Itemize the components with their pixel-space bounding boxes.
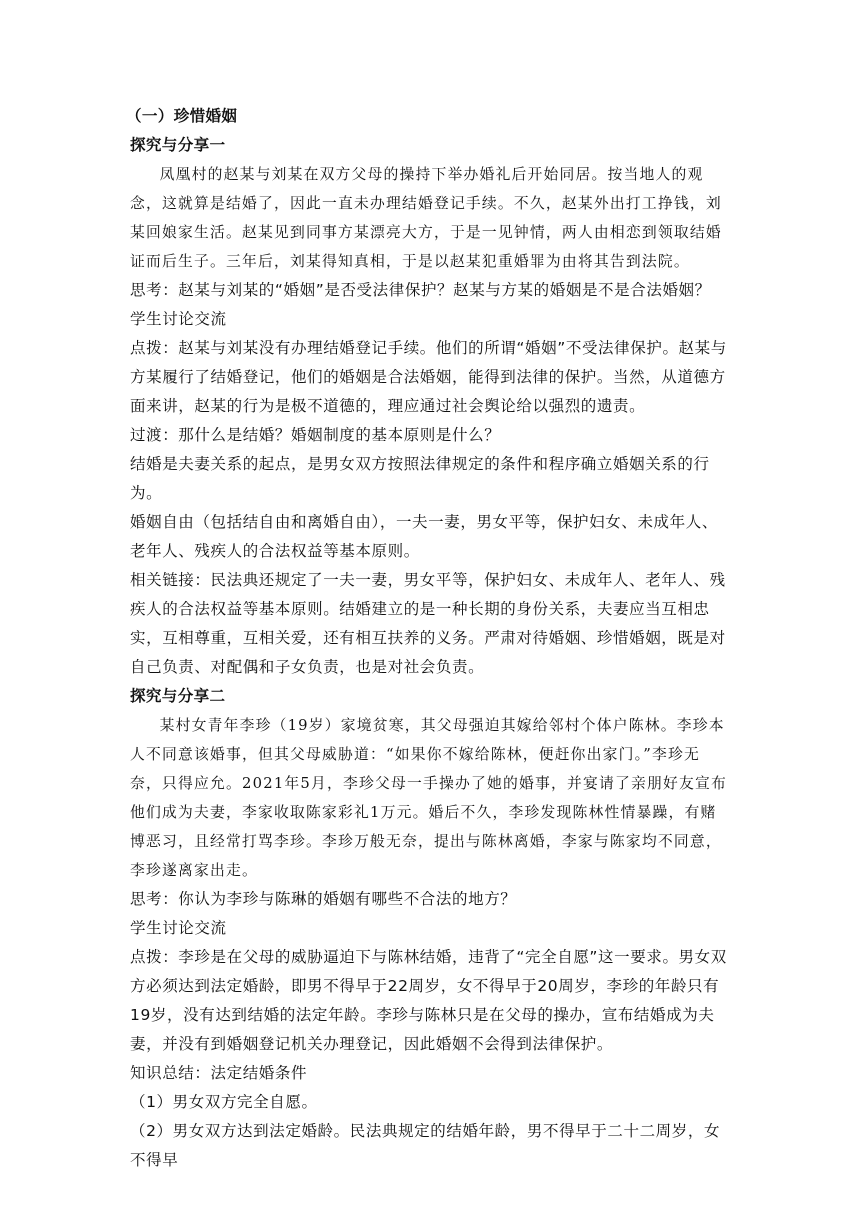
part1-guidance: 点拨：赵某与刘某没有办理结婚登记手续。他们的所谓“婚姻”不受法律保护。赵某与方某履行了结婚登记，他们的婚姻是合法婚姻，能得到法律的保护。当然，从道德方面来讲，赵某的行为是极不道德的，理应通过社会舆论给以强烈的遗责。 xyxy=(130,339,727,415)
part2-story: 某村女青年李珍（19岁）家境贫寒，其父母强迫其嫁给邻村个体户陈林。李珍本人不同意该婚事，但其父母威胁道：“如果你不嫁给陈林，便赶你出家门。”李珍无奈，只得应允。2021年5月，李珍父母一手操办了她的婚事，并宴请了亲朋好友宣布他们成为夫妻，李家收取陈家彩礼1万元。婚后不久，李珍发现陈林性情暴躁，有赌博恶习，且经常打骂李珍。李珍万般无奈，提出与陈林离婚，李家与陈家均不同意，李珍遂离家出走。 xyxy=(130,717,727,879)
part1-story: 凤凰村的赵某与刘某在双方父母的操持下举办婚礼后开始同居。按当地人的观念，这就算是结婚了，因此一直未办理结婚登记手续。不久，赵某外出打工挣钱，刘某回娘家生活。赵某见到同事方某漂亮大方，于是一见钟情，两人由相恋到领取结婚证而后生子。三年后，刘某得知真相，于是以赵某犯重婚罪为由将其告到法院。 xyxy=(130,166,722,270)
part1-question: 思考：赵某与刘某的“婚姻”是否受法律保护？赵某与方某的婚姻是不是合法婚姻？ xyxy=(130,281,711,299)
part1-discussion: 学生讨论交流 xyxy=(130,310,227,328)
condition-2: （2）男女双方达到法定婚龄。民法典规定的结婚年龄，男不得早于二十二周岁，女不得早 xyxy=(130,1122,721,1169)
part2-discussion: 学生讨论交流 xyxy=(130,919,227,937)
summary-title: 知识总结：法定结婚条件 xyxy=(130,1064,308,1082)
part1-transition: 过渡：那什么是结婚？婚姻制度的基本原则是什么？ xyxy=(130,426,501,444)
part1-definition: 结婚是夫妻关系的起点，是男女双方按照法律规定的条件和程序确立婚姻关系的行为。 xyxy=(130,455,710,502)
section-title: （一）珍惜婚姻 xyxy=(126,107,238,125)
part1-related-link: 相关链接：民法典还规定了一夫一妻，男女平等，保护妇女、未成年人、老年人、残疾人的合法权益等基本原则。结婚建立的是一种长期的身份关系，夫妻应当互相忠实，互相尊重，互相关爱，还有相互扶养的义务。严肃对待婚姻、珍惜婚姻，既是对自己负责、对配偶和子女负责，也是对社会负责。 xyxy=(130,571,726,676)
document-page xyxy=(126,102,732,1175)
part2-heading: 探究与分享二 xyxy=(130,687,226,705)
part2-question: 思考：你认为李珍与陈琳的婚姻有哪些不合法的地方？ xyxy=(130,890,517,908)
condition-1: （1）男女双方完全自愿。 xyxy=(130,1093,318,1111)
part2-guidance: 点拨：李珍是在父母的威胁逼迫下与陈林结婚，违背了“完全自愿”这一要求。男女双方必须达到法定婚龄，即男不得早于22周岁，女不得早于20周岁，李珍的年龄只有19岁，没有达到结婚的法定年龄。李珍与陈林只是在父母的操办，宣布结婚成为夫妻，并没有到婚姻登记机关办理登记，因此婚姻不会得到法律保护。 xyxy=(130,948,727,1053)
part1-heading: 探究与分享一 xyxy=(130,136,226,154)
part1-principles: 婚姻自由（包括结自由和离婚自由），一夫一妻，男女平等，保护妇女、未成年人、老年人、残疾人的合法权益等基本原则。 xyxy=(130,513,718,560)
